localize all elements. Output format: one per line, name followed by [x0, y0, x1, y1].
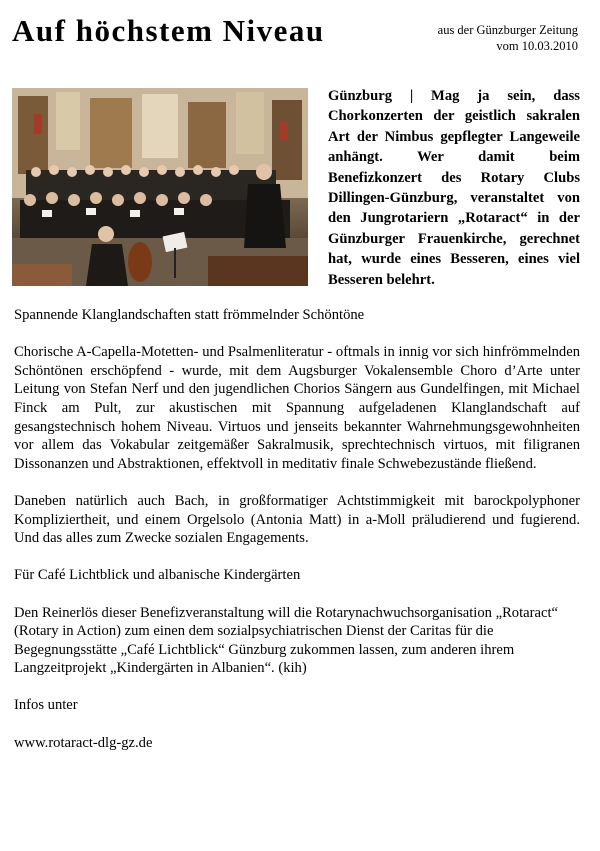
article-paragraph: Chorische A-Capella-Motetten- und Psalmenliteratur - oftmals in innig vor sich hinfrömmelnden Schöntönen erschöpfend - wurde, mit dem Augsburger Vokalensemble Choro d’Arte unter Leitung von Stefan Nerf und den jugendlichen Chorios Sängern aus Gundelfingen, mit Michael Finck am Pult, zur akustischen mit Spannung aufgeladenen Klanglandschaft auf gesangstechnisch hohem Niveau. Virtuos und jenseits bekannter Wahrnehmungsgewohnheiten vor allem das Vokabular zeitgemäßer Sakralmusik, sprechtechnisch virtuos, mit filigranen Dissonanzen und Abstraktionen, effektvoll in meditativ finale Schwebezustände fließend.	[14, 344, 580, 472]
choir-photo-icon	[12, 88, 308, 286]
article-body	[14, 306, 580, 771]
article-paragraph: Den Reinerlös dieser Benefizveranstaltung will die Rotarynachwuchsorganisation „Rotaract“ (Rotary in Action) zum einen dem sozialpsychiatrischen Dienst der Caritas für die Begegnungsstätte „Café Lichtblick“ Günzburg zukommen lassen, zum anderen ihrem Langzeitprojekt „Kindergärten in Albanien“. (kih)	[14, 604, 558, 677]
choir-photo	[12, 88, 308, 286]
subheading-cafe-lichtblick: Für Café Lichtblick und albanische Kindergärten	[14, 567, 301, 584]
headline: Auf höchstem Niveau	[12, 13, 325, 48]
source-date: vom 10.03.2010	[496, 39, 578, 53]
article-paragraph: Daneben natürlich auch Bach, in großformatiger Achtstimmigkeit mit barockpolyphoner Kompliziertheit, und einem Orgelsolo (Antonia Matt) in a-Moll präludierend und fugierend. Und das alles zum Zwecke sozialen Engagements.	[14, 492, 580, 547]
subheading-klanglandschaften: Spannende Klanglandschaften statt frömmelnder Schöntöne	[14, 307, 365, 323]
website-link[interactable]: www.rotaract-dlg-gz.de	[14, 734, 153, 751]
info-label: Infos unter	[14, 697, 78, 714]
source-note	[438, 22, 578, 54]
source-newspaper: aus der Günzburger Zeitung	[437, 23, 578, 37]
lead-paragraph: Günzburg | Mag ja sein, dass Chorkonzerten der geistlich sakralen Art der Nimbus gepflegter Langeweile anhängt. Wer damit beim Benefizkonzert des Rotary Clubs Dillingen-Günzburg, veranstaltet von den Jungrotariern „Rotaract“ in der Günzburger Frauenkirche, gerechnet hat, wurde eines Besseren, eines viel Besseren belehrt.	[328, 88, 580, 288]
